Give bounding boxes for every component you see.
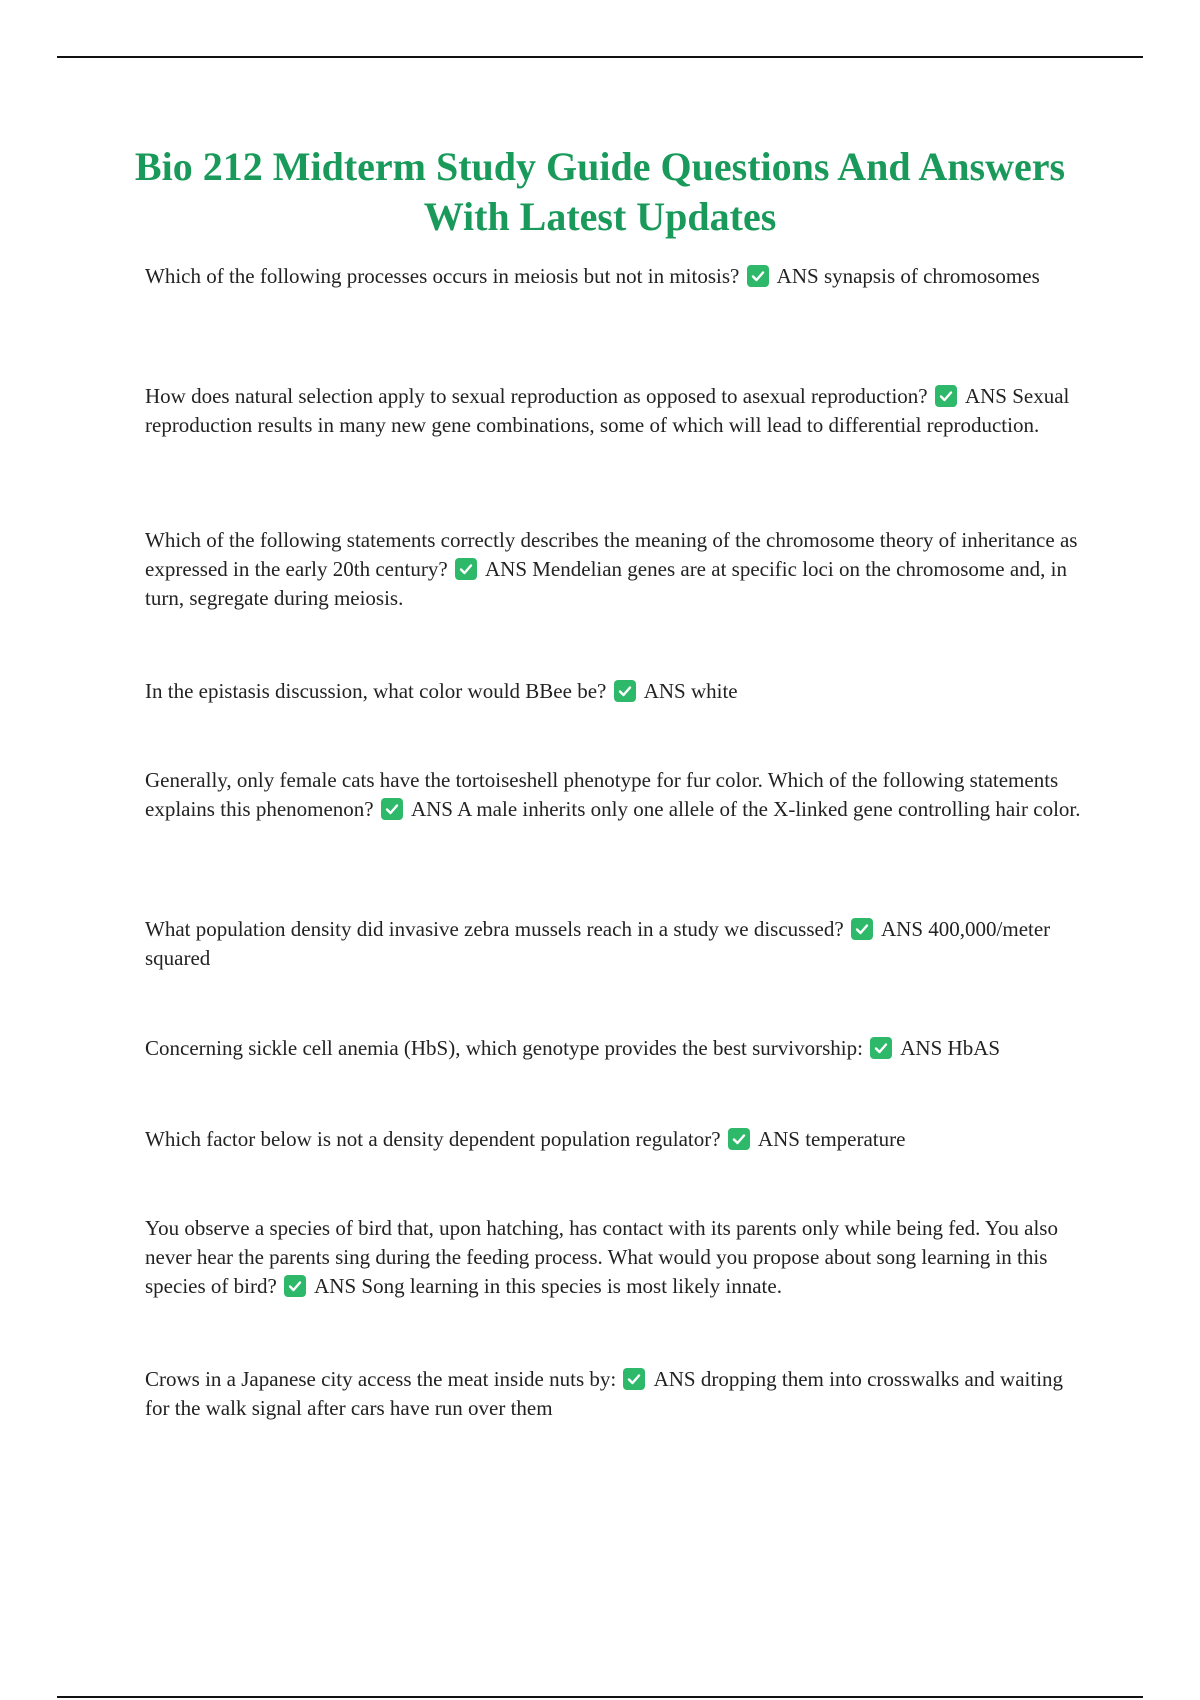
- answer-text: temperature: [805, 1127, 906, 1151]
- answer-text: Sexual reproduction results in many new gene combinations, some of which will lead to differential reproduction.: [145, 384, 1070, 437]
- document-title: Bio 212 Midterm Study Guide Questions And Answers With Latest Updates: [134, 144, 1066, 239]
- question-text: Concerning sickle cell anemia (HbS), which genotype provides the best survivorship:: [145, 1036, 863, 1060]
- checkmark-icon: [851, 918, 873, 940]
- question-text: Which of the following processes occurs in meiosis but not in mitosis?: [145, 264, 740, 288]
- answer-marker: ANS: [653, 1367, 696, 1391]
- answer-marker: ANS: [484, 557, 527, 581]
- answer-text: white: [690, 679, 738, 703]
- qa-item: [145, 1034, 1090, 1063]
- question-text: In the epistasis discussion, what color would BBee be?: [145, 679, 607, 703]
- answer-text: Song learning in this species is most likely innate.: [361, 1274, 782, 1298]
- qa-item: [145, 1365, 1090, 1423]
- checkmark-icon: [870, 1037, 892, 1059]
- qa-item: [145, 382, 1090, 440]
- answer-text: dropping them into crosswalks and waiting for the walk signal after cars have run over them: [145, 1367, 1064, 1420]
- answer-marker: ANS: [776, 264, 819, 288]
- question-text: Generally, only female cats have the tortoiseshell phenotype for fur color. Which of the following statements explains this phenomenon?: [145, 768, 1059, 821]
- answer-text: Mendelian genes are at specific loci on the chromosome and, in turn, segregate during meiosis.: [145, 557, 1067, 610]
- answer-text: A male inherits only one allele of the X-linked gene controlling hair color.: [457, 797, 1081, 821]
- answer-marker: ANS: [900, 1036, 943, 1060]
- checkmark-icon: [728, 1128, 750, 1150]
- checkmark-icon: [284, 1275, 306, 1297]
- question-text: You observe a species of bird that, upon hatching, has contact with its parents only while being fed. You also never hear the parents sing during the feeding process. What would you propose about song learning in this species of bird?: [145, 1216, 1058, 1298]
- question-text: Crows in a Japanese city access the meat inside nuts by:: [145, 1367, 617, 1391]
- checkmark-icon: [935, 385, 957, 407]
- qa-item: [145, 1125, 1090, 1154]
- answer-marker: ANS: [314, 1274, 357, 1298]
- answer-text: 400,000/meter squared: [145, 917, 1051, 970]
- question-text: Which of the following statements correctly describes the meaning of the chromosome theory of inheritance as expressed in the early 20th century?: [145, 528, 1078, 581]
- checkmark-icon: [614, 680, 636, 702]
- qa-item: [145, 1214, 1090, 1301]
- bottom-rule: [57, 1696, 1143, 1698]
- answer-marker: ANS: [410, 797, 453, 821]
- question-text: How does natural selection apply to sexual reproduction as opposed to asexual reproduction?: [145, 384, 928, 408]
- answer-text: synapsis of chromosomes: [823, 264, 1040, 288]
- answer-marker: ANS: [881, 917, 924, 941]
- question-text: What population density did invasive zebra mussels reach in a study we discussed?: [145, 917, 844, 941]
- qa-item: [145, 526, 1090, 613]
- qa-item: [145, 915, 1090, 973]
- top-rule: [57, 56, 1143, 58]
- qa-item: [145, 262, 1090, 291]
- checkmark-icon: [381, 798, 403, 820]
- answer-marker: ANS: [757, 1127, 800, 1151]
- answer-marker: ANS: [643, 679, 686, 703]
- checkmark-icon: [455, 558, 477, 580]
- qa-item: [145, 677, 1090, 706]
- checkmark-icon: [623, 1368, 645, 1390]
- checkmark-icon: [747, 265, 769, 287]
- answer-text: HbAS: [947, 1036, 1001, 1060]
- qa-item: [145, 766, 1090, 824]
- question-text: Which factor below is not a density dependent population regulator?: [145, 1127, 721, 1151]
- answer-marker: ANS: [964, 384, 1007, 408]
